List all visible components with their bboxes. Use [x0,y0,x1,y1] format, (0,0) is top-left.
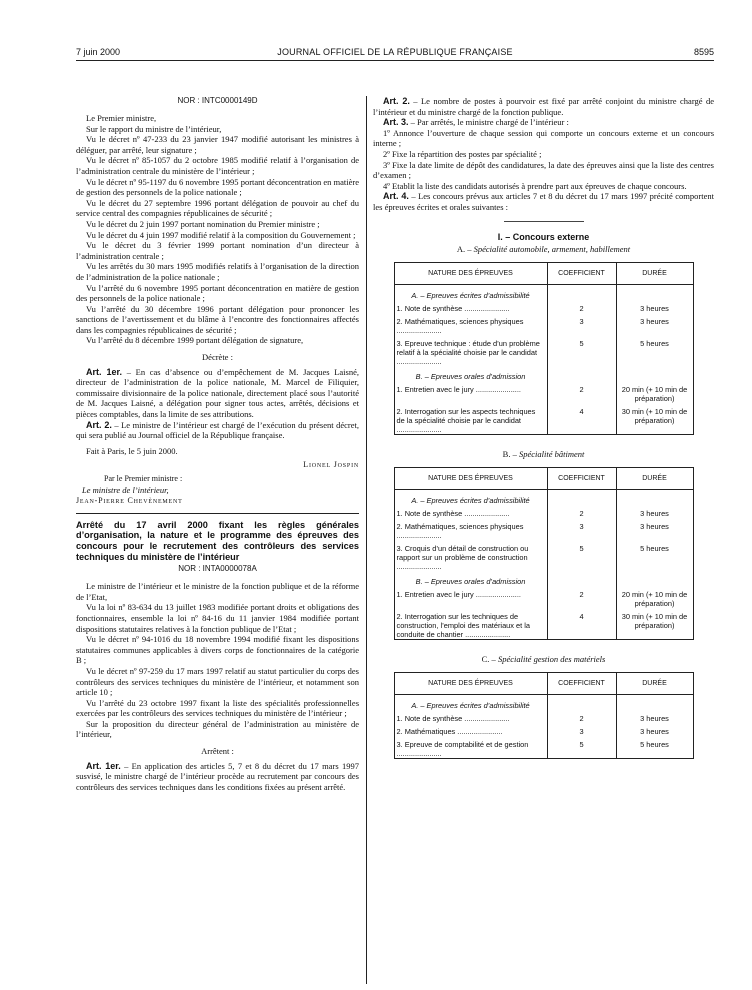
section-rule [504,221,584,222]
duree: 3 heures [616,518,693,540]
duree: 5 heures [616,540,693,571]
table-caption [373,654,714,664]
caption-text: Spécialité gestion des matériels [497,653,606,664]
column-header: NATURE DES ÉPREUVES [394,672,547,694]
signature-place-date: Fait à Paris, le 5 juin 2000. [86,445,178,456]
table-row [394,586,693,608]
duree: 5 heures [616,335,693,366]
preamble-line: Vu l’arrêté du 8 décembre 1999 portant délégation de signature, [86,335,304,346]
duree: 30 min (+ 10 min de préparation) [616,403,693,435]
epreuve-name: 3. Croquis d’un détail de construction ou rapport sur un problème de construction ...................... [394,540,547,571]
decree-preamble [76,113,359,346]
coefficient: 5 [547,540,616,571]
epreuve-name: 2. Mathématiques, sciences physiques ...................... [394,313,547,335]
empty-cell [616,284,693,300]
epreuve-name: 1. Entretien avec le jury ...................... [394,381,547,403]
signer-name: Lionel Jospin [303,460,359,470]
arrete-article-1: Art. 1er. – En application des articles 5, 7 et 8 du décret du 17 mars 1997 susvisé, le ministre chargé de l’intérieur procède au recrutement par concours des contrôleurs des services techniques dans les conditions fixées au présent arrêté. [76,760,359,792]
caption-letter: B. – [502,448,517,459]
epreuve-name: 1. Note de synthèse ...................... [394,710,547,723]
preamble-line: Vu le décret du 27 septembre 1996 portant délégation de pouvoir au chef du service central des compagnies républicaines de sécurité ; [76,197,359,219]
coefficient: 5 [547,335,616,366]
column-header: DURÉE [616,467,693,489]
coefficient: 5 [547,736,616,759]
right-column [373,96,714,759]
epreuve-name: 3. Epreuve technique : étude d’un problème relatif à la spécialité choisie par le candidat ...................... [394,335,547,366]
column-divider [366,96,367,984]
preamble-line: Le ministre de l’intérieur et le ministre de la fonction publique et de la réforme de l’Etat, [76,581,359,602]
duree: 3 heures [616,710,693,723]
coefficient: 2 [547,381,616,403]
duree: 3 heures [616,723,693,736]
decrete-heading: Décrète : [202,352,233,363]
category-label: A. – Epreuves écrites d’admissibilité [394,284,547,300]
caption-text: Spécialité bâtiment [518,448,585,459]
countersign-label: Par le Premier ministre : [104,474,183,483]
epreuve-name: 2. Interrogation sur les aspects techniques de la spécialité choisie par le candidat ...................... [394,403,547,435]
preamble-line: Vu l’arrêté du 23 octobre 1997 fixant la liste des spécialités professionnelles exercées par les contrôleurs des services techniques du ministère de l’intérieur ; [76,697,359,719]
article-3-item: 4º Etablit la liste des candidats autorisés à prendre part aux épreuves de chaque concours. [383,180,687,191]
preamble-line: Vu l’arrêté du 6 novembre 1995 portant déconcentration en matière de gestion des personnels de la police nationale ; [76,282,359,304]
category-label: B. – Epreuves orales d’admission [394,571,547,586]
left-column [76,96,359,792]
epreuves-table [394,262,694,435]
preamble-line: Vu le décret nº 47-233 du 23 janvier 1947 modifié autorisant les ministres à déléguer, par arrêté, leur signature ; [76,134,359,155]
empty-cell [616,694,693,710]
coefficient: 2 [547,300,616,313]
arrete-article-2: Art. 2. – Le nombre de postes à pourvoir est fixé par arrêté conjoint du ministre chargé de l’intérieur et du ministre chargé de la fonction publique. [373,96,714,117]
empty-cell [547,489,616,505]
epreuves-tables [373,244,714,759]
empty-cell [547,571,616,586]
epreuve-name: 1. Note de synthèse ...................... [394,300,547,313]
arrete-article-4: Art. 4. – Les concours prévus aux articles 7 et 8 du décret du 17 mars 1997 précité comportent les épreuves écrites et orales suivantes : [373,191,714,212]
caption-letter: A. – [456,243,472,254]
duree: 20 min (+ 10 min de préparation) [616,586,693,608]
duree: 3 heures [616,300,693,313]
empty-cell [547,694,616,710]
preamble-line: Vu les arrêtés du 30 mars 1995 modifiés relatifs à l’organisation de la direction de l’administration de la police nationale ; [76,261,359,282]
category-label: B. – Epreuves orales d’admission [394,366,547,381]
empty-cell [616,366,693,381]
preamble-line: Sur la proposition du directeur général de l’administration au ministère de l’intérieur, [76,718,359,740]
table-row [394,518,693,540]
header-rule [76,60,714,61]
coefficient: 3 [547,518,616,540]
table-row [394,381,693,403]
table-row [394,540,693,571]
coefficient: 3 [547,723,616,736]
article-2: Art. 2. – Le ministre de l’intérieur est chargé de l’exécution du présent décret, qui sera publié au Journal officiel de la République française. [76,419,359,441]
empty-cell [616,489,693,505]
epreuve-name: 1. Note de synthèse ...................... [394,505,547,518]
duree: 30 min (+ 10 min de préparation) [616,608,693,640]
duree: 20 min (+ 10 min de préparation) [616,381,693,403]
arrete-title: Arrêté du 17 avril 2000 fixant les règles générales d’organisation, la nature et le programme des épreuves des concours pour le recrutement des contrôleurs des services techniques du ministère de l’intérieur [76,519,359,562]
arretent-heading: Arrêtent : [201,746,234,757]
preamble-line: Vu le décret nº 85-1057 du 2 octobre 1985 modifié relatif à l’organisation de l’administration centrale du ministère de l’intérieur ; [76,155,359,176]
epreuves-table [394,467,694,640]
caption-letter: C. – [481,653,496,664]
column-header: COEFFICIENT [547,467,616,489]
header-date: 7 juin 2000 [76,47,121,57]
column-header: NATURE DES ÉPREUVES [394,467,547,489]
category-label: A. – Epreuves écrites d’admissibilité [394,489,547,505]
empty-cell [547,284,616,300]
caption-text: Spécialité automobile, armement, habillement [473,243,631,254]
header-title: JOURNAL OFFICIEL DE LA RÉPUBLIQUE FRANÇAISE [277,47,513,57]
epreuve-name: 2. Mathématiques ...................... [394,723,547,736]
preamble-line: Vu le décret du 4 juin 1997 modifié relatif à la composition du Gouvernement ; [86,229,356,240]
section-heading: I. – Concours externe [497,231,590,242]
table-row [394,710,693,723]
table-caption [373,244,714,254]
minister-title: Le ministre de l’intérieur, [82,484,169,495]
coefficient: 2 [547,710,616,723]
coefficient: 2 [547,586,616,608]
preamble-line: Vu l’arrêté du 30 décembre 1996 portant délégation pour prononcer les sanctions de l’avertissement et du blâme à l’encontre des fonctionnaires affectés dans les compagnies républicaines de sécurité ; [76,303,359,335]
column-header: DURÉE [616,262,693,284]
table-row [394,403,693,435]
table-row [394,300,693,313]
separator [76,513,359,514]
epreuve-name: 2. Mathématiques, sciences physiques ...................... [394,518,547,540]
preamble-line: Vu le décret nº 97-259 du 17 mars 1997 relatif au statut particulier du corps des contrôleurs des services techniques du ministère de l’intérieur, et notamment son article 10 ; [76,665,359,698]
table-caption [373,449,714,459]
nor-reference-2: NOR : INTA0000078A [178,564,257,574]
preamble-line: Vu le décret nº 94-1016 du 18 novembre 1994 modifié fixant les dispositions statutaires communes applicables à divers corps de fonctionnaires de la catégorie B ; [76,634,359,666]
preamble-line: Vu la loi nº 83-634 du 13 juillet 1983 modifiée portant droits et obligations des fonctionnaires, ensemble la loi nº 84-16 du 11 janvier 1984 modifiée portant dispositions statutaires relatives à la fonction publique de l’Etat ; [76,602,359,634]
table-row [394,608,693,640]
nor-reference: NOR : INTC0000149D [177,96,258,105]
epreuve-name: 2. Interrogation sur les techniques de construction, l’emploi des matériaux et la conduite de chantier ...................... [394,608,547,640]
minister-name: Jean-Pierre Chevènement [76,496,183,506]
article-1: Art. 1er. – En cas d’absence ou d’empêchement de M. Jacques Laisné, directeur de l’administration de la police nationale, M. Marcel de Filiquier, commissaire divisionnaire de la police nationale, directement placé sous l’autorité de M. Jacques Laisné, a délégation pour signer tous actes, arrêtés, décisions et pièces comptables, dans la limite de ses attributions. [76,366,359,420]
epreuve-name: 1. Entretien avec le jury ...................... [394,586,547,608]
column-header: COEFFICIENT [547,672,616,694]
table-row [394,736,693,759]
duree: 5 heures [616,736,693,759]
coefficient: 2 [547,505,616,518]
duree: 3 heures [616,505,693,518]
page-header [76,47,714,61]
coefficient: 4 [547,608,616,640]
arrete-preamble [76,581,359,740]
epreuves-table [394,672,694,759]
preamble-line: Vu le décret nº 95-1197 du 6 novembre 1995 portant déconcentration en matière de gestion des personnels de la police nationale ; [76,176,359,198]
preamble-line: Vu le décret du 3 février 1999 portant nomination d’un directeur à l’administration centrale ; [76,240,359,261]
preamble-line: Vu le décret du 2 juin 1997 portant nomination du Premier ministre ; [86,218,320,229]
article-3-item: 3º Fixe la date limite de dépôt des candidatures, la date des épreuves ainsi que la liste des centres d’examen ; [373,159,714,181]
article-3-item: 1º Annonce l’ouverture de chaque session qui comporte un concours externe et un concours interne ; [373,127,714,149]
preamble-line: Le Premier ministre, [86,113,157,123]
article-3-items [373,128,714,192]
category-label: A. – Epreuves écrites d’admissibilité [394,694,547,710]
coefficient: 4 [547,403,616,435]
article-3-item: 2º Fixe la répartition des postes par spécialité ; [383,148,542,159]
column-header: DURÉE [616,672,693,694]
table-row [394,313,693,335]
coefficient: 3 [547,313,616,335]
column-header: NATURE DES ÉPREUVES [394,262,547,284]
table-row [394,723,693,736]
duree: 3 heures [616,313,693,335]
empty-cell [547,366,616,381]
column-header: COEFFICIENT [547,262,616,284]
table-row [394,505,693,518]
page-number: 8595 [693,47,714,57]
arrete-article-3: Art. 3. – Par arrêtés, le ministre chargé de l’intérieur : [383,117,569,128]
table-row [394,335,693,366]
empty-cell [616,571,693,586]
preamble-line: Sur le rapport du ministre de l’intérieur, [86,123,222,134]
epreuve-name: 3. Epreuve de comptabilité et de gestion ...................... [394,736,547,759]
